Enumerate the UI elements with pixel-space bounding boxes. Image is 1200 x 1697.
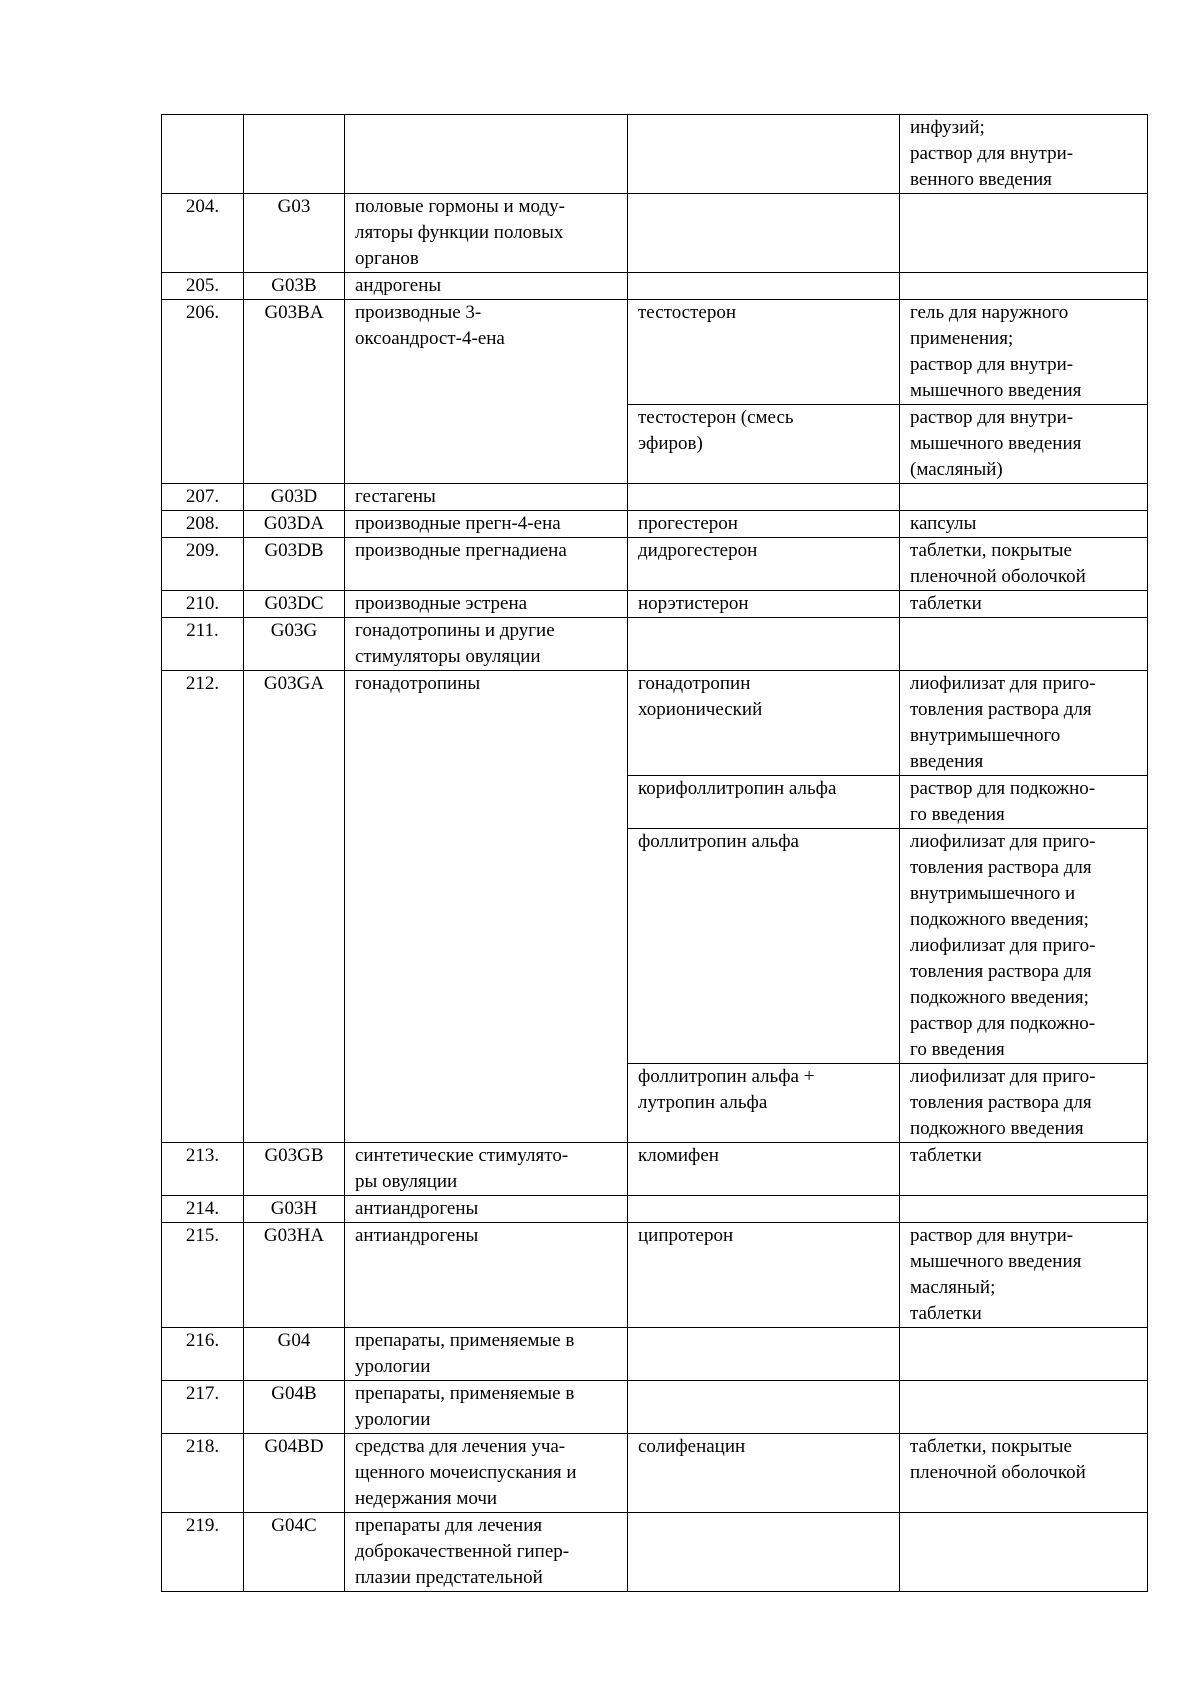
- dosage-form-cell: таблетки: [900, 1143, 1148, 1196]
- atc-code-cell: G03G: [244, 618, 345, 671]
- row-number-cell: 212.: [162, 671, 244, 1143]
- drug-name-cell: [628, 1381, 900, 1434]
- group-name-cell: производные прегн-4-ена: [345, 511, 628, 538]
- dosage-form-cell: лиофилизат для приго- товления раствора для внутримышечного введения: [900, 671, 1148, 776]
- dosage-form-cell: лиофилизат для приго- товления раствора для подкожного введения: [900, 1064, 1148, 1143]
- dosage-form-cell: [900, 273, 1148, 300]
- group-name-cell: половые гормоны и моду- ляторы функции половых органов: [345, 194, 628, 273]
- table-row: [162, 1328, 1148, 1381]
- table-row: [162, 194, 1148, 273]
- row-number-cell: 208.: [162, 511, 244, 538]
- group-name-cell: средства для лечения уча- щенного мочеиспускания и недержания мочи: [345, 1434, 628, 1513]
- drug-name-cell: фоллитропин альфа + лутропин альфа: [628, 1064, 900, 1143]
- drug-name-cell: корифоллитропин альфа: [628, 776, 900, 829]
- group-name-cell: синтетические стимулято- ры овуляции: [345, 1143, 628, 1196]
- atc-code-cell: G03BA: [244, 300, 345, 484]
- drug-name-cell: [628, 618, 900, 671]
- dosage-form-cell: [900, 194, 1148, 273]
- atc-code-cell: [244, 115, 345, 194]
- drug-name-cell: [628, 273, 900, 300]
- group-name-cell: гонадотропины: [345, 671, 628, 1143]
- row-number-cell: 209.: [162, 538, 244, 591]
- medications-table: [161, 114, 1148, 1592]
- group-name-cell: препараты для лечения доброкачественной гипер- плазии предстательной: [345, 1513, 628, 1592]
- table-row: [162, 1381, 1148, 1434]
- dosage-form-cell: [900, 618, 1148, 671]
- drug-name-cell: тестостерон (смесь эфиров): [628, 405, 900, 484]
- dosage-form-cell: капсулы: [900, 511, 1148, 538]
- drug-name-cell: [628, 1328, 900, 1381]
- table-row: [162, 484, 1148, 511]
- dosage-form-cell: раствор для внутри- мышечного введения масляный; таблетки: [900, 1223, 1148, 1328]
- table-row: [162, 273, 1148, 300]
- drug-name-cell: тестостерон: [628, 300, 900, 405]
- row-number-cell: 215.: [162, 1223, 244, 1328]
- atc-code-cell: G04: [244, 1328, 345, 1381]
- group-name-cell: антиандрогены: [345, 1223, 628, 1328]
- atc-code-cell: G03GB: [244, 1143, 345, 1196]
- row-number-cell: 218.: [162, 1434, 244, 1513]
- dosage-form-cell: таблетки, покрытые пленочной оболочкой: [900, 1434, 1148, 1513]
- table-row: [162, 671, 1148, 776]
- dosage-form-cell: [900, 1513, 1148, 1592]
- atc-code-cell: G04B: [244, 1381, 345, 1434]
- table-row: [162, 538, 1148, 591]
- table-row: [162, 511, 1148, 538]
- group-name-cell: [345, 115, 628, 194]
- atc-code-cell: G03GA: [244, 671, 345, 1143]
- row-number-cell: 207.: [162, 484, 244, 511]
- group-name-cell: гонадотропины и другие стимуляторы овуляции: [345, 618, 628, 671]
- drug-name-cell: [628, 194, 900, 273]
- drug-name-cell: [628, 115, 900, 194]
- row-number-cell: 211.: [162, 618, 244, 671]
- dosage-form-cell: лиофилизат для приго- товления раствора для внутримышечного и подкожного введения; лиофилизат для приго- товления раствора для подкожного введения; раствор для подкожно- го введения: [900, 829, 1148, 1064]
- group-name-cell: производные эстрена: [345, 591, 628, 618]
- dosage-form-cell: [900, 484, 1148, 511]
- row-number-cell: 210.: [162, 591, 244, 618]
- group-name-cell: препараты, применяемые в урологии: [345, 1381, 628, 1434]
- drug-name-cell: [628, 1196, 900, 1223]
- atc-code-cell: G03HA: [244, 1223, 345, 1328]
- drug-name-cell: ципротерон: [628, 1223, 900, 1328]
- row-number-cell: [162, 115, 244, 194]
- drug-name-cell: прогестерон: [628, 511, 900, 538]
- atc-code-cell: G03H: [244, 1196, 345, 1223]
- row-number-cell: 216.: [162, 1328, 244, 1381]
- dosage-form-cell: таблетки, покрытые пленочной оболочкой: [900, 538, 1148, 591]
- drug-name-cell: солифенацин: [628, 1434, 900, 1513]
- dosage-form-cell: таблетки: [900, 591, 1148, 618]
- drug-name-cell: кломифен: [628, 1143, 900, 1196]
- drug-name-cell: [628, 484, 900, 511]
- row-number-cell: 217.: [162, 1381, 244, 1434]
- group-name-cell: антиандрогены: [345, 1196, 628, 1223]
- atc-code-cell: G03: [244, 194, 345, 273]
- dosage-form-cell: раствор для подкожно- го введения: [900, 776, 1148, 829]
- row-number-cell: 204.: [162, 194, 244, 273]
- row-number-cell: 213.: [162, 1143, 244, 1196]
- group-name-cell: гестагены: [345, 484, 628, 511]
- dosage-form-cell: [900, 1328, 1148, 1381]
- atc-code-cell: G03DB: [244, 538, 345, 591]
- dosage-form-cell: раствор для внутри- мышечного введения (масляный): [900, 405, 1148, 484]
- table-row: [162, 300, 1148, 405]
- dosage-form-cell: инфузий; раствор для внутри- венного введения: [900, 115, 1148, 194]
- dosage-form-cell: [900, 1381, 1148, 1434]
- row-number-cell: 219.: [162, 1513, 244, 1592]
- row-number-cell: 206.: [162, 300, 244, 484]
- group-name-cell: производные 3- оксоандрост-4-ена: [345, 300, 628, 484]
- row-number-cell: 214.: [162, 1196, 244, 1223]
- table-body: [162, 115, 1148, 1592]
- row-number-cell: 205.: [162, 273, 244, 300]
- atc-code-cell: G03B: [244, 273, 345, 300]
- table-row: [162, 591, 1148, 618]
- atc-code-cell: G04C: [244, 1513, 345, 1592]
- group-name-cell: андрогены: [345, 273, 628, 300]
- drug-name-cell: норэтистерон: [628, 591, 900, 618]
- atc-code-cell: G04BD: [244, 1434, 345, 1513]
- drug-name-cell: фоллитропин альфа: [628, 829, 900, 1064]
- drug-name-cell: гонадотропин хорионический: [628, 671, 900, 776]
- table-row: [162, 1143, 1148, 1196]
- drug-name-cell: дидрогестерон: [628, 538, 900, 591]
- group-name-cell: производные прегнадиена: [345, 538, 628, 591]
- table-row: [162, 618, 1148, 671]
- table-row: [162, 1223, 1148, 1328]
- table-row: [162, 1434, 1148, 1513]
- table-row: [162, 1513, 1148, 1592]
- table-row: [162, 115, 1148, 194]
- atc-code-cell: G03DC: [244, 591, 345, 618]
- atc-code-cell: G03D: [244, 484, 345, 511]
- group-name-cell: препараты, применяемые в урологии: [345, 1328, 628, 1381]
- atc-code-cell: G03DA: [244, 511, 345, 538]
- dosage-form-cell: [900, 1196, 1148, 1223]
- dosage-form-cell: гель для наружного применения; раствор для внутри- мышечного введения: [900, 300, 1148, 405]
- table-row: [162, 1196, 1148, 1223]
- drug-name-cell: [628, 1513, 900, 1592]
